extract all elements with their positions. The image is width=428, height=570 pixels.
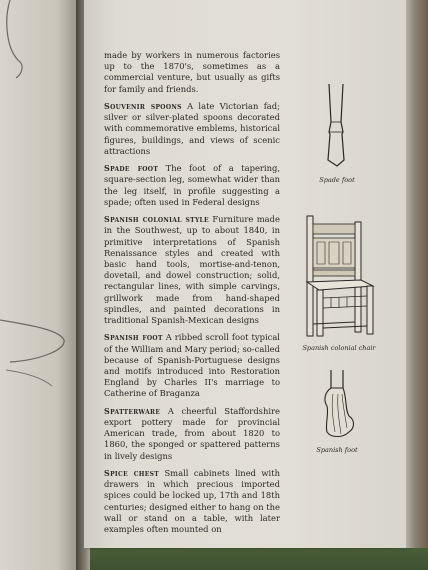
- entry-spade-foot: [104, 163, 280, 208]
- book-cover-edge: [406, 0, 428, 548]
- left-facing-page: [0, 0, 82, 570]
- entry-term: Spatterware: [104, 405, 161, 416]
- entry-term: Souvenir spoons: [104, 101, 182, 111]
- entry-definition: A late Victorian fad; silver or silver-plated spoons decorated with commemorative emblems, historical figures, buildings, and views of scenic attractions: [104, 101, 280, 156]
- left-page-illustration-fragment: [2, 0, 42, 90]
- entry-definition: A cheerful Staffordshire export pottery made for provincial American trade, from about 1820 to 1860, the sponged or spattered patterns in lively designs: [104, 405, 281, 461]
- figure-caption: Spade foot: [319, 176, 355, 184]
- entry-term: Spanish foot: [104, 332, 163, 343]
- figure-spanish-colonial-chair: [280, 212, 398, 352]
- entry-definition: Small cabinets lined with drawers in which precious imported spices could be locked up, 17th and 18th centuries; designed either to hang on the wall or stand on a table, with later examples often mounted on: [104, 468, 280, 535]
- glossary-text-column: [104, 50, 280, 541]
- spade-foot-illustration: [317, 82, 357, 172]
- entry-spanish-foot: [104, 332, 280, 399]
- figure-spade-foot: [282, 82, 392, 184]
- spanish-colonial-chair-illustration: [299, 212, 379, 340]
- entry-spanish-colonial-style: [104, 214, 280, 326]
- entry-term: Spice chest: [104, 468, 160, 479]
- entry-definition: Furniture made in the Southwest, up to about 1840, in primitive interpretations of Spanish Renaissance styles and created with basic hand tools, mortise-and-tenon, dovetail, and dowel construction; solid, rectangular lines, with simple carvings, grillwork made from hand-shaped spindles, and painted decorations in traditional Spanish-Mexican designs: [104, 214, 280, 326]
- entry-spatterware: [104, 406, 280, 462]
- entry-spice-chest: [104, 468, 280, 535]
- entry-souvenir-spoons: [104, 101, 280, 157]
- entry-term: Spade foot: [104, 163, 159, 174]
- entry-term: Spanish colonial style: [104, 214, 209, 225]
- figure-caption: Spanish foot: [316, 446, 358, 454]
- entry-definition: The foot of a tapering, square-section leg, somewhat wider than the leg itself, in profile suggesting a spade; often used in Federal designs: [104, 163, 281, 207]
- entry-definition: A ribbed scroll foot typical of the William and Mary period; so-called because of Spanish-Portuguese designs and motifs introduced into Restoration England by Charles II's marriage to Catherine of Braganza: [104, 332, 280, 399]
- entry-continuation: made by workers in numerous factories up to the 1870's, sometimes as a commercial venture, but usually as gifts for family and friends.: [104, 50, 280, 94]
- figure-caption: Spanish colonial chair: [302, 344, 376, 352]
- left-page-illustration-fragment-2: [0, 300, 70, 390]
- spanish-foot-illustration: [315, 370, 359, 442]
- figure-spanish-foot: [282, 370, 392, 454]
